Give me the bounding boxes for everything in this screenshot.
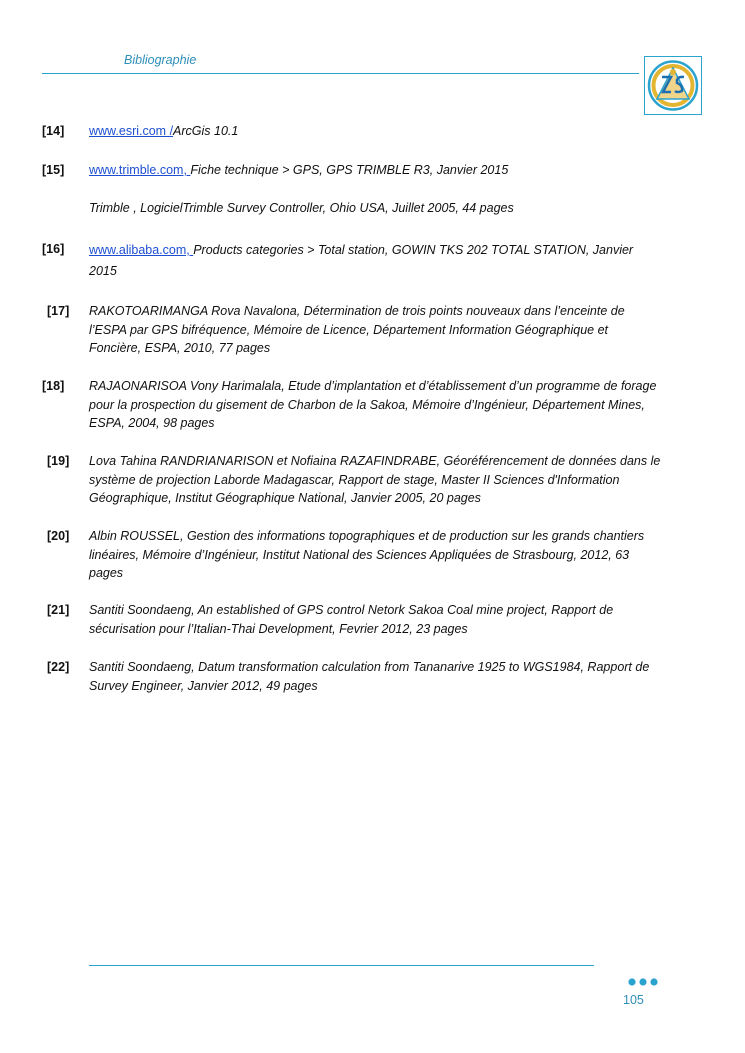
reference-entry: [42, 161, 662, 180]
reference-number: [14]: [42, 124, 65, 138]
logo-emblem-icon: [645, 57, 701, 114]
reference-link[interactable]: www.trimble.com,: [89, 163, 191, 177]
footer-dots-icon: [627, 974, 659, 984]
reference-entry: [42, 302, 662, 358]
header-divider: [42, 73, 639, 74]
reference-text: Fiche technique > GPS, GPS TRIMBLE R3, Janvier 2015: [190, 163, 509, 177]
reference-number: [18]: [42, 379, 65, 393]
reference-link[interactable]: www.alibaba.com,: [89, 243, 194, 257]
reference-text: Albin ROUSSEL, Gestion des informations topographiques et de production sur les grands chantiers linéaires, Mémoire d’Ingénieur, Institut National des Sciences Appliquées de Strasbourg, 2012, 63 pages: [89, 529, 645, 580]
reference-number: [22]: [47, 660, 70, 674]
page-number: 105: [623, 993, 644, 1007]
reference-text: RAJAONARISOA Vony Harimalala, Etude d’implantation et d’établissement d’un programme de forage pour la prospection du gisement de Charbon de la Sakoa, Mémoire d’Ingénieur, Département Mines, ESPA, 2004, 98 pages: [89, 379, 657, 430]
reference-entry-continuation: [42, 199, 662, 218]
page-header-title: Bibliographie: [124, 53, 197, 67]
reference-link[interactable]: www.esri.com /: [89, 124, 174, 138]
institution-logo: [644, 56, 702, 115]
reference-entry: [42, 658, 662, 695]
reference-text: Products categories > Total station, GOWIN TKS 202 TOTAL STATION, Janvier 2015: [89, 243, 634, 278]
reference-entry: [42, 601, 662, 638]
reference-entry: [42, 527, 662, 583]
reference-number: [19]: [47, 454, 70, 468]
reference-text: RAKOTOARIMANGA Rova Navalona, Détermination de trois points nouveaux dans l’enceinte de l’ESPA par GPS bifréquence, Mémoire de Licence, Département Information Géographique et Foncière, ESPA, 2010, 77 pages: [89, 304, 625, 355]
reference-number: [16]: [42, 242, 65, 256]
footer-divider: [89, 965, 594, 966]
reference-number: [15]: [42, 163, 65, 177]
reference-text: Santiti Soondaeng, Datum transformation calculation from Tananarive 1925 to WGS1984, Rapport de Survey Engineer, Janvier 2012, 49 pages: [89, 660, 650, 693]
reference-text: Santiti Soondaeng, An established of GPS control Netork Sakoa Coal mine project, Rapport de sécurisation pour l’Italian-Thai Development, Fevrier 2012, 23 pages: [89, 603, 614, 636]
reference-number: [17]: [47, 304, 70, 318]
reference-number: [20]: [47, 529, 70, 543]
reference-entry: [42, 377, 662, 433]
reference-number: [21]: [47, 603, 70, 617]
reference-entry: [42, 122, 662, 141]
reference-entry: [42, 240, 662, 282]
reference-extra-text: Trimble , LogicielTrimble Survey Controller, Ohio USA, Juillet 2005, 44 pages: [89, 201, 514, 215]
reference-text: Lova Tahina RANDRIANARISON et Nofiaina RAZAFINDRABE, Géoréférencement de données dans le système de projection Laborde Madagascar, Rapport de stage, Master II Sciences d'Information Géographique, Institut Géographique National, Janvier 2005, 20 pages: [89, 454, 661, 505]
reference-entry: [42, 452, 662, 508]
reference-text: ArcGis 10.1: [173, 124, 239, 138]
